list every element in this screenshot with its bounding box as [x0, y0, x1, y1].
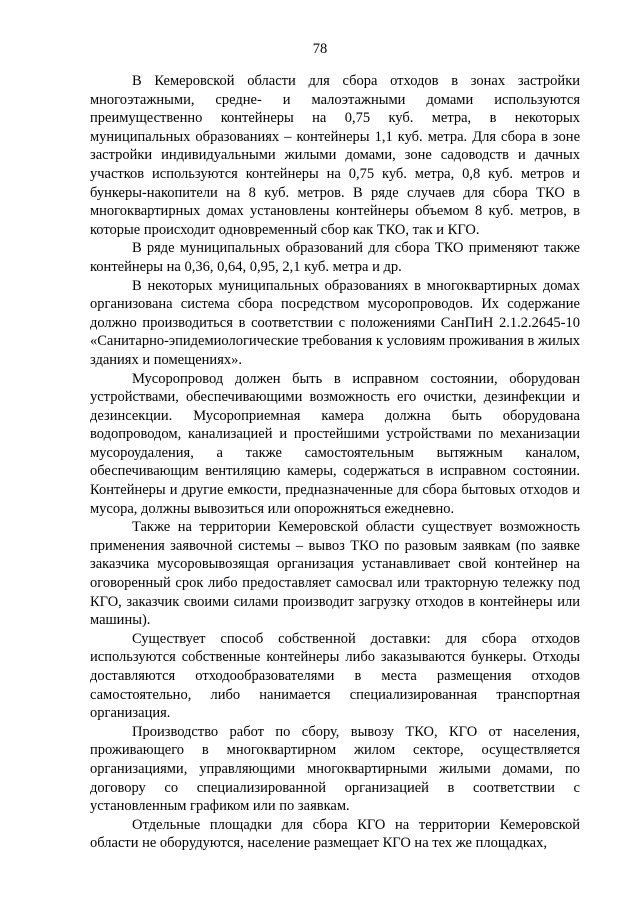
- paragraph-self-delivery: Существует способ собственной доставки: для сбора отходов используются собственные контейнеры либо заказываются бункеры. Отходы доставляются отходообразователями в места размещения отходов самостоятельно, либо нанимается специализированная транспортная организация.: [90, 630, 580, 722]
- paragraph-containers-kemerovo: В Кемеровской области для сбора отходов в зонах застройки многоэтажными, средне- и малоэтажными домами используются преимущественно контейнеры на 0,75 куб. метра, в некоторых муниципальных образованиях – контейнеры 1,1 куб. метра. Для сбора в зоне застройки индивидуальными жилыми домами, зоне садоводств и дачных участков используются контейнеры на 0,75 куб. метра, 0,8 куб. метров и бункеры-накопители на 8 куб. метров. В ряде случаев для сбора ТКО в многоквартирных домах установлены контейнеры объемом 8 куб. метров, в которые происходит одновременный сбор как ТКО, так и КГО.: [90, 73, 580, 238]
- paragraph-kgo-sites: Отдельные площадки для сбора КГО на территории Кемеровской области не оборудуются, население размещает КГО на тех же площадках,: [90, 816, 580, 852]
- paragraph-chute-requirements: Мусоропровод должен быть в исправном состоянии, оборудован устройствами, обеспечивающими возможность его очистки, дезинфекции и дезинсекции. Мусороприемная камера должна быть оборудована водопроводом, канализацией и простейшими устройствами по механизации мусороудаления, а также самостоятельным вытяжным каналом, обеспечивающим вентиляцию камеры, содержаться в исправном состоянии. Контейнеры и другие емкости, предназначенные для сбора бытовых отходов и мусора, должны вывозиться или опорожняться ежедневно.: [90, 370, 580, 517]
- paragraph-container-sizes: В ряде муниципальных образований для сбора ТКО применяют также контейнеры на 0,36, 0,64, 0,95, 2,1 куб. метра и др.: [90, 240, 580, 275]
- paragraph-collection-works: Производство работ по сбору, вывозу ТКО, КГО от населения, проживающего в многоквартирном жилом секторе, осуществляется организациями, управляющими многоквартирными жилыми домами, по договору со специализированной организацией в соответствии с установленным графиком или по заявкам.: [90, 723, 580, 815]
- document-body: [90, 72, 580, 853]
- page-number: 78: [312, 41, 328, 57]
- paragraph-garbage-chutes: В некоторых муниципальных образованиях в многоквартирных домах организована система сбора посредством мусоропроводов. Их содержание должно производиться в соответствии с положениями СанПиН 2.1.2.2645-10 «Санитарно-эпидемиологические требования к условиям проживания в жилых зданиях и помещениях».: [90, 277, 580, 368]
- paragraph-request-system: Также на территории Кемеровской области существует возможность применения заявочной системы – вывоз ТКО по разовым заявкам (по заявке заказчика мусоровывозящая организация устанавливает свой контейнер на оговоренный срок либо предоставляет самосвал или тракторную тележку под КГО, заказчик своими силами производит загрузку отходов в контейнеры или машины).: [90, 519, 580, 629]
